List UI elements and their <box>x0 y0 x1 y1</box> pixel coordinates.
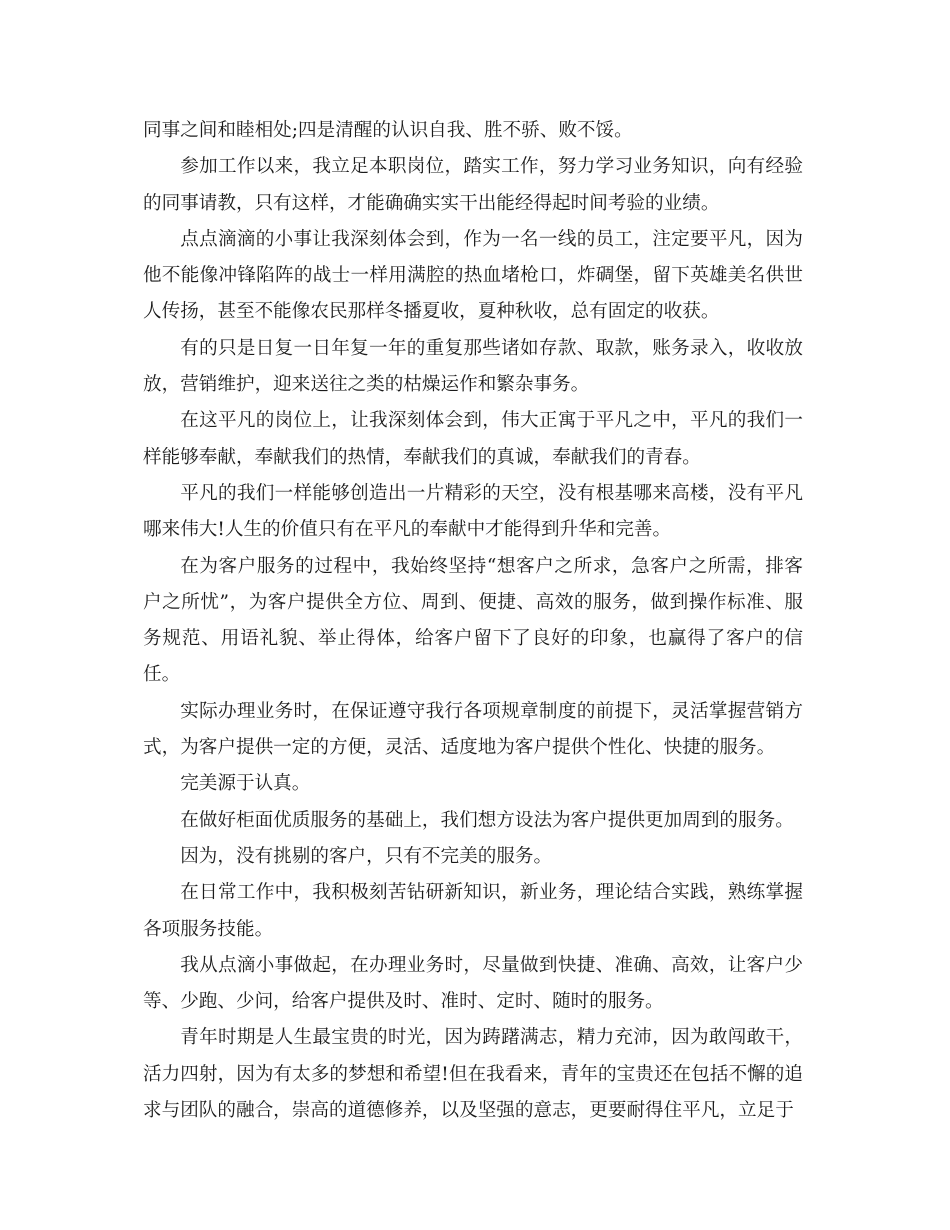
paragraph-1: 同事之间和睦相处;四是清醒的认识自我、胜不骄、败不馁。 <box>143 120 633 141</box>
paragraph-13: 我从点滴小事做起，在办理业务时，尽量做到快捷、准确、高效，让客户少等、少跑、少问，给客户提供及时、准时、定时、随时的服务。 <box>143 954 803 1013</box>
paragraph-3: 点点滴滴的小事让我深刻体会到，作为一名一线的员工，注定要平凡，因为他不能像冲锋陷阵的战士一样用满腔的热血堵枪口，炸碉堡，留下英雄美名供世人传扬，甚至不能像农民那样冬播夏收，夏种秋收，总有固定的收获。 <box>143 228 803 323</box>
paragraph-5: 在这平凡的岗位上，让我深刻体会到，伟大正寓于平凡之中，平凡的我们一样能够奉献，奉献我们的热情，奉献我们的真诚，奉献我们的青春。 <box>143 410 803 468</box>
paragraph-10: 在做好柜面优质服务的基础上，我们想方设法为客户提供更加周到的服务。 <box>180 809 794 831</box>
paragraph-9: 完美源于认真。 <box>180 773 311 795</box>
document-body <box>143 113 803 1129</box>
paragraph-14: 青年时期是人生最宝贵的时光，因为踌躇满志，精力充沛，因为敢闯敢干，活力四射，因为有太多的梦想和希望!但在我看来，青年的宝贵还在包括不懈的追求与团队的融合，崇高的道德修养，以及坚强的意志，更要耐得住平凡，立足于 <box>143 1027 803 1122</box>
paragraph-12: 在日常工作中，我积极刻苦钻研新知识，新业务，理论结合实践，熟练掌握各项服务技能。 <box>143 882 803 940</box>
paragraph-7: 在为客户服务的过程中，我始终坚持“想客户之所求，急客户之所需，排客户之所忧”，为客户提供全方位、周到、便捷、高效的服务，做到操作标准、服务规范、用语礼貌、举止得体，给客户留下了良好的印象，也赢得了客户的信任。 <box>143 555 803 686</box>
paragraph-2: 参加工作以来，我立足本职岗位，踏实工作，努力学习业务知识，向有经验的同事请教，只有这样，才能确确实实干出能经得起时间考验的业绩。 <box>143 156 803 214</box>
paragraph-8: 实际办理业务时，在保证遵守我行各项规章制度的前提下，灵活掌握营销方式，为客户提供一定的方便，灵活、适度地为客户提供个性化、快捷的服务。 <box>143 700 803 759</box>
paragraph-6: 平凡的我们一样能够创造出一片精彩的天空，没有根基哪来高楼，没有平凡哪来伟大!人生的价值只有在平凡的奉献中才能得到升华和完善。 <box>143 482 803 541</box>
paragraph-4: 有的只是日复一日年复一年的重复那些诸如存款、取款，账务录入，收收放放，营销维护，迎来送往之类的枯燥运作和繁杂事务。 <box>143 337 803 396</box>
paragraph-11: 因为，没有挑剔的客户，只有不完美的服务。 <box>180 845 553 867</box>
